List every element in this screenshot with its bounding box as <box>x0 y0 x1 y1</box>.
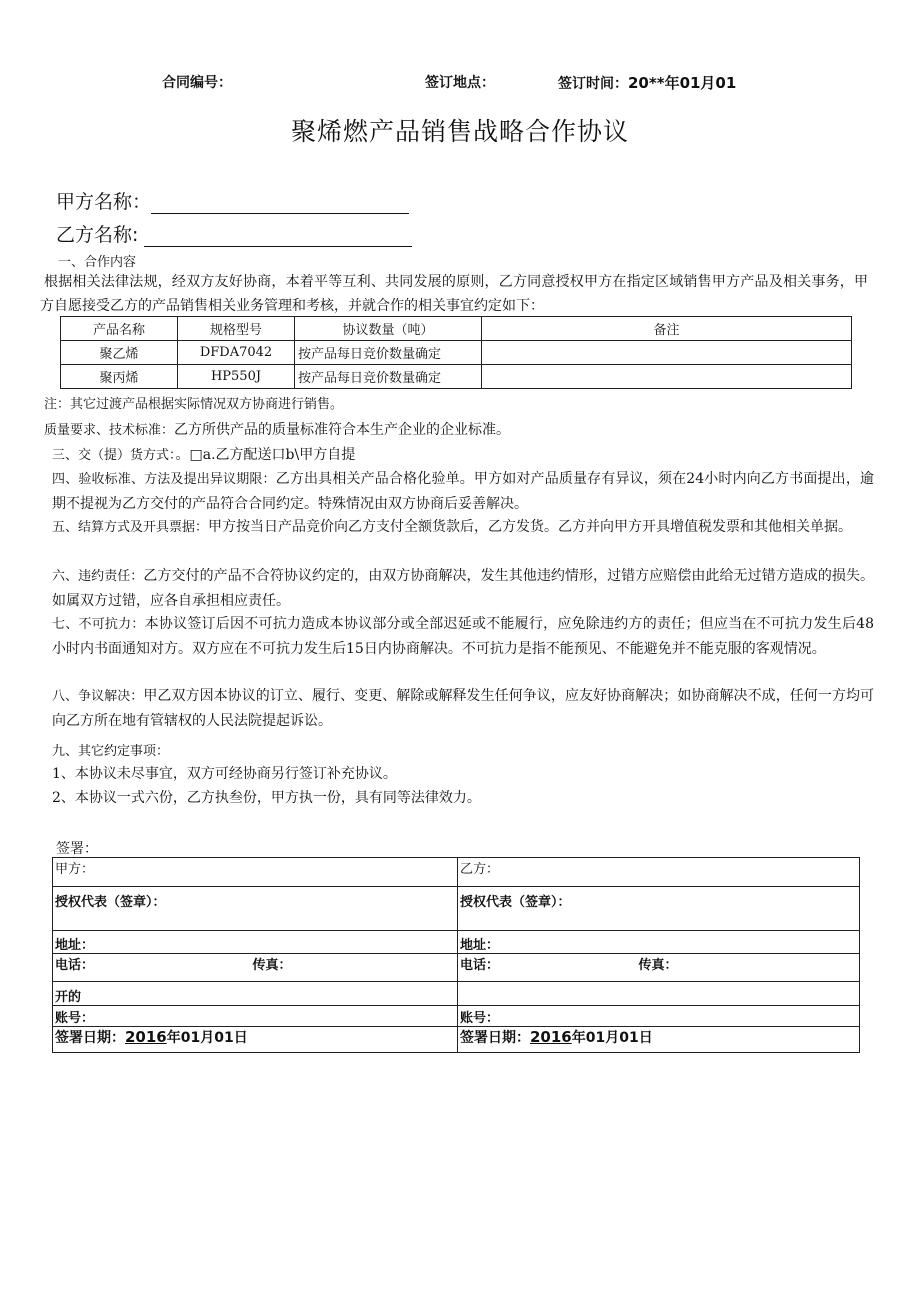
party-b-account-cell[interactable] <box>458 1006 860 1027</box>
table-cell: 聚乙烯 <box>61 341 178 365</box>
account-label: 账号： <box>460 1011 500 1026</box>
table-cell: DFDA7042 <box>178 341 295 365</box>
fax-label: 传真： <box>638 958 678 973</box>
table-row <box>53 887 860 931</box>
section-1-heading: 一、合作内容 <box>58 255 137 270</box>
date-label: 签署日期： <box>55 1030 125 1046</box>
address-label: 地址： <box>55 938 95 953</box>
date-rest: 年01月01日 <box>166 1030 248 1046</box>
table-header: 协议数量（吨） <box>295 317 482 341</box>
party-a-label: 甲方名称： <box>56 191 152 213</box>
section-9-item: 2、本协议一式六份，乙方执叁份，甲方执一份，具有同等法律效力。 <box>52 790 481 806</box>
table-note: 注：其它过渡产品根据实际情况双方协商进行销售。 <box>44 397 344 412</box>
section-8 <box>52 684 874 733</box>
table-row <box>61 365 852 389</box>
party-a-account-cell[interactable] <box>53 1006 458 1027</box>
table-header-row <box>61 317 852 341</box>
rep-label: 授权代表（签章）： <box>55 895 166 910</box>
table-row <box>53 931 860 954</box>
party-a-phone-cell[interactable] <box>53 954 458 982</box>
party-b-name <box>56 220 412 247</box>
section-7-label: 七、不可抗力： <box>52 617 145 632</box>
table-row <box>53 858 860 887</box>
table-header: 规格型号 <box>178 317 295 341</box>
party-b-label: 乙方名称: <box>56 224 139 246</box>
party-a-blank[interactable] <box>151 193 409 214</box>
section-7 <box>52 612 874 661</box>
section-6 <box>52 564 874 613</box>
section-6-label: 六、违约责任： <box>52 569 144 584</box>
fax-label: 传真： <box>252 958 292 973</box>
bank-label: 开的 <box>55 990 82 1005</box>
party-b-address-cell[interactable] <box>458 931 860 954</box>
section-2-text: 乙方所供产品的质量标准符合本生产企业的企业标准。 <box>174 422 511 438</box>
rep-label: 授权代表（签章）： <box>460 895 571 910</box>
sign-time-value: 20**年01月01 <box>628 74 737 92</box>
section-5-text: 甲方按当日产品竞价向乙方支付全额货款后，乙方发货。乙方并向甲方开具增值税发票和其他相关单据。 <box>208 519 853 535</box>
party-b-sign-label: 乙方： <box>460 862 500 877</box>
table-header: 产品名称 <box>61 317 178 341</box>
sign-time-label: 签订时间： <box>558 76 628 92</box>
table-cell <box>482 341 852 365</box>
section-4-text: 乙方出具相关产品合格化验单。甲方如对产品质量存有异议，须在24小时内向乙方书面提出，逾期不提视为乙方交付的产品符合合同约定。特殊情况由双方协商后妥善解决。 <box>52 471 874 512</box>
phone-label: 电话： <box>460 958 500 973</box>
party-b-date-cell[interactable] <box>458 1027 860 1053</box>
table-cell <box>482 365 852 389</box>
party-a-address-cell[interactable] <box>53 931 458 954</box>
table-row <box>53 1027 860 1053</box>
section-1-text: 根据相关法律法规，经双方友好协商，本着平等互利、共同发展的原则，乙方同意授权甲方在指定区域销售甲方产品及相关事务，甲方自愿接受乙方的产品销售相关业务管理和考核，并就合作的相关事宜约定如下： <box>40 274 868 314</box>
section-6-text: 乙方交付的产品不合符协议约定的，由双方协商解决，发生其他违约情形，过错方应赔偿由此给无过错方造成的损失。如属双方过错，应各自承担相应责任。 <box>52 568 874 609</box>
party-b-blank[interactable] <box>144 226 412 247</box>
table-cell: 按产品每日竞价数量确定 <box>295 365 482 389</box>
section-4-label: 四、验收标准、方法及提出异议期限： <box>52 472 276 487</box>
section-4 <box>52 467 874 516</box>
date-year: 2016 <box>530 1028 572 1046</box>
date-year: 2016 <box>125 1028 167 1046</box>
date-rest: 年01月01日 <box>571 1030 653 1046</box>
table-row <box>53 982 860 1006</box>
section-5 <box>52 515 874 540</box>
section-9-heading: 九、其它约定事项： <box>52 744 170 759</box>
section-2-label: 质量要求、技术标准： <box>44 423 175 438</box>
party-a-date-cell[interactable] <box>53 1027 458 1053</box>
party-b-cell[interactable] <box>458 858 860 887</box>
party-b-bank-cell[interactable] <box>458 982 860 1006</box>
party-a-sign-label: 甲方： <box>55 862 95 877</box>
party-a-bank-cell[interactable] <box>53 982 458 1006</box>
table-row <box>61 341 852 365</box>
section-8-text: 甲乙双方因本协议的订立、履行、变更、解除或解释发生任何争议，应友好协商解决；如协商解决不成，任何一方均可向乙方所在地有管辖权的人民法院提起诉讼。 <box>52 688 874 729</box>
section-8-label: 八、争议解决： <box>52 689 144 704</box>
date-label: 签署日期： <box>460 1030 530 1046</box>
section-5-label: 五、结算方式及开具票据： <box>52 520 209 535</box>
party-b-phone-cell[interactable] <box>458 954 860 982</box>
product-table <box>60 316 852 389</box>
section-2 <box>44 418 866 443</box>
party-a-name <box>56 187 409 214</box>
section-3-label: 三、交（提）货方式： <box>52 448 176 463</box>
party-a-cell[interactable] <box>53 858 458 887</box>
table-header: 备注 <box>482 317 852 341</box>
page-title: 聚烯燃产品销售战略合作协议 <box>290 117 629 146</box>
table-row <box>53 954 860 982</box>
sign-place-label: 签订地点： <box>425 75 495 91</box>
section-9-item: 1、本协议未尽事宜，双方可经协商另行签订补充协议。 <box>52 766 397 782</box>
section-7-text: 本协议签订后因不可抗力造成本协议部分或全部迟延或不能履行，应免除违约方的责任；但应当在不可抗力发生后48小时内书面通知对方。双方应在不可抗力发生后15日内协商解决。不可抗力是指不能预见、不能避免并不能克服的客观情况。 <box>52 616 874 657</box>
table-cell: 按产品每日竞价数量确定 <box>295 341 482 365</box>
table-cell: HP550J <box>178 365 295 389</box>
party-b-rep-cell[interactable] <box>458 887 860 931</box>
contract-number-label: 合同编号： <box>162 75 232 91</box>
table-row <box>53 1006 860 1027</box>
party-a-rep-cell[interactable] <box>53 887 458 931</box>
address-label: 地址： <box>460 938 500 953</box>
section-3 <box>52 443 874 468</box>
signing-label: 签署： <box>56 841 98 857</box>
account-label: 账号： <box>55 1011 95 1026</box>
sign-time <box>558 72 736 93</box>
table-cell: 聚丙烯 <box>61 365 178 389</box>
signing-table <box>52 857 860 1053</box>
section-3-text: 。□a.乙方配送口b\甲方自提 <box>175 447 356 463</box>
phone-label: 电话： <box>55 958 95 973</box>
